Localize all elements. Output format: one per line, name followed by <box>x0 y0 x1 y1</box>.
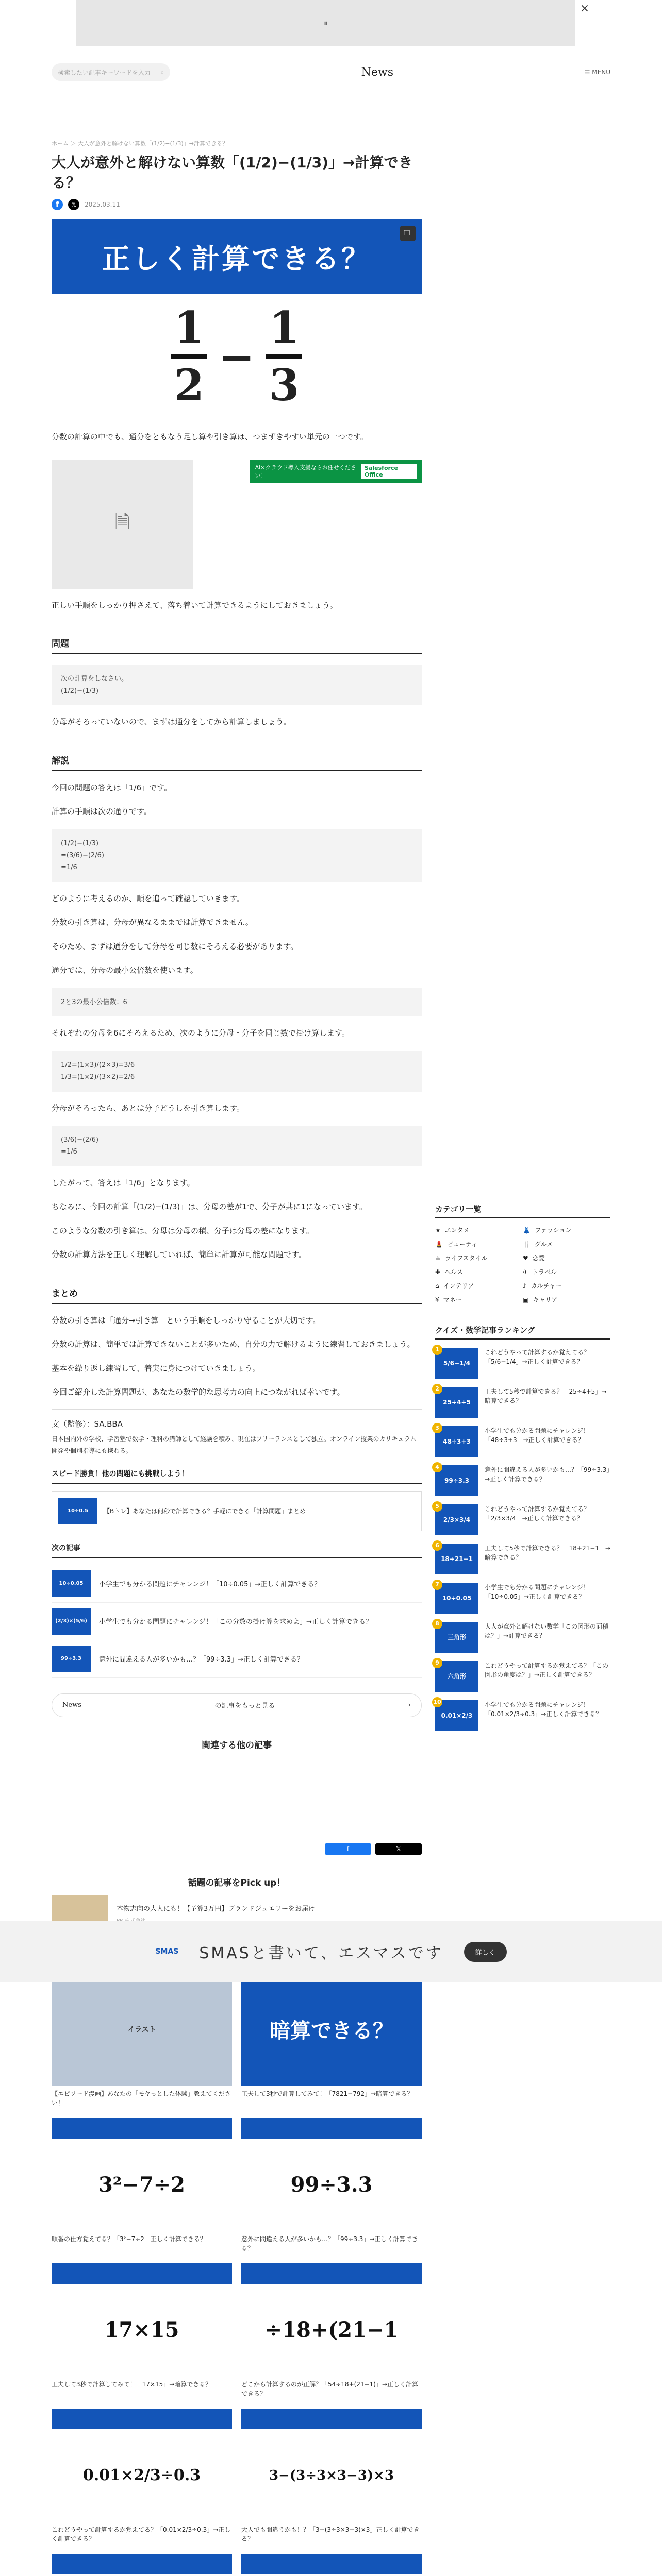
ranking-heading: クイズ・数学記事ランキング <box>435 1325 610 1340</box>
category-label: ライフスタイル <box>444 1255 488 1262</box>
rank-badge: 3 <box>432 1423 442 1433</box>
problem-note: 分母がそろっていないので、まずは通分をしてから計算しましょう。 <box>52 717 291 727</box>
more-label: の記事をもっと見る <box>214 1702 275 1710</box>
ranking-title: 工夫して5秒で計算できる？「18+21−1」→暗算できる？ <box>485 1545 610 1561</box>
next-title: 小学生でも分かる問題にチャレンジ！「10÷0.05」→正しく計算できる？ <box>99 1581 321 1589</box>
ranking-thumb <box>435 1387 478 1418</box>
convert-line: 1/3=(1×2)/(3×2)=2/6 <box>61 1073 135 1081</box>
ranking-title: これどうやって計算するか覚えてる？「この図形の角度は？」→正しく計算できる？ <box>485 1662 609 1679</box>
category-item[interactable] <box>523 1267 610 1276</box>
overlay-ad-logo: SMAS <box>155 1947 179 1956</box>
overlay-ad-text: SMASと書いて、エスマスです <box>199 1944 443 1962</box>
explain-text: 計算の手順は次の通りです。 <box>52 807 152 817</box>
explain-text: 分数の引き算は、分母が異なるままでは計算できません。 <box>52 918 253 927</box>
next-thumb: 99÷3.3 <box>52 1646 91 1672</box>
category-item[interactable] <box>435 1226 523 1234</box>
category-label: トラベル <box>532 1268 557 1276</box>
ranking-item[interactable] <box>435 1541 610 1574</box>
explain-text: 通分では、分母の最小公倍数を使います。 <box>52 965 198 975</box>
speed-link[interactable] <box>52 1491 422 1531</box>
summary-text: 今回ご紹介した計算問題が、あなたの数学的な思考力の向上につながれば幸いです。 <box>52 1387 345 1397</box>
pickup-heading: 話題の記事をPick up！ <box>188 1877 286 1888</box>
ranking-thumb-text: 5/6−1/4 <box>443 1360 471 1367</box>
ranking-item[interactable] <box>435 1622 610 1653</box>
category-icon: ★ <box>435 1226 441 1234</box>
promo-text: AI×クラウド導入支援ならお任せください！ <box>255 464 356 479</box>
hamburger-icon: ☰ <box>584 69 592 76</box>
explain-text: それぞれの分母を6にそろえるため、次のように分母・分子を同じ数で掛け算します。 <box>52 1028 350 1038</box>
lcm-line: 2と3の最小公倍数：6 <box>61 998 127 1006</box>
ranking-title: 意外に間違える人が多いかも…？「99÷3.3」→正しく計算できる？ <box>485 1466 610 1483</box>
category-item[interactable] <box>523 1226 610 1234</box>
list-item[interactable] <box>52 1603 422 1640</box>
publish-date: 2025.03.11 <box>85 201 120 209</box>
explain-text: 分数の計算方法を正しく理解していれば、簡単に計算が可能な問題です。 <box>52 1250 306 1260</box>
x-share-button[interactable]: 𝕏 <box>375 1843 422 1855</box>
category-item[interactable] <box>523 1240 610 1248</box>
pause-icon[interactable]: ⏸ <box>323 18 328 28</box>
card[interactable] <box>241 2409 422 2544</box>
fraction-2 <box>266 302 302 411</box>
minus-operator: − <box>218 331 255 382</box>
promo-banner[interactable] <box>250 460 422 483</box>
subtract-line: (3/6)−(2/6) <box>61 1136 99 1144</box>
explain-text: 今回の問題の答えは「1/6」です。 <box>52 783 172 792</box>
card-image: 3−(3÷3×3−3)×3 <box>241 2409 422 2522</box>
ranking-thumb <box>435 1661 478 1692</box>
category-label: エンタメ <box>444 1227 470 1234</box>
ranking-title: 大人が意外と解けない数学「この図形の面積は？」→計算できる？ <box>485 1623 609 1639</box>
explain-text: したがって、答えは「1/6」となります。 <box>52 1178 195 1188</box>
sidebar <box>435 1204 610 1731</box>
rank-badge: 1 <box>432 1345 442 1355</box>
ranking-thumb-text: 48÷3+3 <box>443 1438 471 1445</box>
category-item[interactable] <box>523 1281 610 1290</box>
share-row <box>52 1843 422 1855</box>
card-title: どこから計算するのが正解？「54÷18+(21−1)」→正しく計算できる？ <box>241 2380 419 2397</box>
list-item[interactable] <box>52 1640 422 1678</box>
close-icon[interactable]: × <box>580 2 590 15</box>
explain-line: (1/2)−(1/3) <box>61 839 99 848</box>
category-item[interactable] <box>523 1295 610 1304</box>
category-icon: ☕ <box>435 1254 441 1262</box>
card[interactable] <box>52 2554 232 2576</box>
card-title: 工夫して3秒で計算してみて！「17×15」→暗算できる？ <box>52 2380 212 2388</box>
category-icon: ▣ <box>523 1296 529 1303</box>
ranking-thumb <box>435 1541 478 1574</box>
subtract-line: =1/6 <box>61 1148 77 1156</box>
category-label: カルチャー <box>531 1282 562 1290</box>
problem-line: (1/2)−(1/3) <box>61 687 99 695</box>
rank-badge: 10 <box>432 1697 442 1707</box>
card-image: 0.01×2/3÷0.3 <box>52 2409 232 2522</box>
category-icon: 💄 <box>435 1240 443 1248</box>
search-input[interactable] <box>52 63 170 81</box>
fraction-bar <box>171 354 207 359</box>
explain-box <box>52 829 422 882</box>
subtract-box <box>52 1126 422 1166</box>
card[interactable] <box>241 1973 422 2108</box>
rank-badge: 6 <box>432 1540 442 1551</box>
search-icon[interactable]: ⌕ <box>160 68 164 76</box>
category-item[interactable] <box>435 1267 523 1276</box>
list-item[interactable] <box>52 1565 422 1603</box>
summary-heading: まとめ <box>52 1286 422 1304</box>
page-title: 大人が意外と解けない算数「(1/2)−(1/3)」→計算できる？ <box>52 154 413 192</box>
search-placeholder: 検索したい記事キーワードを入力 <box>58 69 151 76</box>
fraction-2-numerator: 1 <box>269 302 300 353</box>
intro-text: 分数の計算の中でも、通分をともなう足し算や引き算は、つまずきやすい単元の一つです。 <box>52 432 368 442</box>
problem-heading: 問題 <box>52 636 422 654</box>
next-title: 小学生でも分かる問題にチャレンジ！「この分数の掛け算を求めよ」→正しく計算できる？ <box>99 1618 372 1626</box>
convert-line: 1/2=(1×3)/(2×3)=3/6 <box>61 1061 135 1069</box>
card-title: 順番の仕方覚えてる？「3²−7÷2」正しく計算できる？ <box>52 2235 206 2243</box>
site-logo[interactable]: News <box>361 65 394 79</box>
card[interactable] <box>241 2263 422 2398</box>
card-grid <box>52 1973 422 2576</box>
inline-ad-row <box>52 460 422 589</box>
card-image: 99÷3.3 <box>241 2118 422 2231</box>
card-image: ÷18+(21−1 <box>241 2263 422 2377</box>
category-heading: カテゴリ一覧 <box>435 1204 610 1218</box>
category-label: グルメ <box>534 1241 553 1248</box>
article-main <box>52 88 422 2576</box>
image-placeholder-icon: 🗎 <box>114 512 130 533</box>
explain-text: そのため、まずは通分をして分母を同じ数にそろえる必要があります。 <box>52 941 299 951</box>
ranking-list <box>435 1348 610 1731</box>
fraction-1-numerator: 1 <box>174 302 205 353</box>
category-label: 恋愛 <box>532 1255 545 1262</box>
category-label: ヘルス <box>444 1268 463 1276</box>
category-item[interactable] <box>435 1295 523 1304</box>
menu-label: MENU <box>592 69 610 76</box>
menu-button[interactable] <box>585 69 610 76</box>
ranking-title: これどうやって計算するか覚えてる？「2/3×3/4」→正しく計算できる？ <box>485 1505 590 1522</box>
ranking-item[interactable] <box>435 1504 610 1535</box>
lcm-box <box>52 988 422 1016</box>
ranking-item[interactable] <box>435 1426 610 1457</box>
card-title: 意外に間違える人が多いかも…？「99÷3.3」→正しく計算できる？ <box>241 2235 418 2252</box>
card[interactable] <box>52 2409 232 2544</box>
author-bio: 日本国内外の学校、学習塾で数学・理科の講師として経験を積み、現在はフリーランスとして独立。オンライン授業のカリキュラム開発や個別指導にも携わる。 <box>52 1435 417 1455</box>
category-label: マネー <box>443 1296 462 1303</box>
more-articles-button[interactable] <box>52 1693 422 1717</box>
ranking-item[interactable] <box>435 1661 610 1692</box>
card-title: 工夫して3秒で計算してみて！「7821−792」→暗算できる？ <box>241 2090 413 2097</box>
rank-badge: 5 <box>432 1501 442 1512</box>
ranking-title: 小学生でも分かる問題にチャレンジ！「48÷3+3」→正しく計算できる？ <box>485 1427 590 1444</box>
card-image: イラスト <box>52 1973 232 2086</box>
fraction-bar <box>266 354 302 359</box>
summary-text: 基本を繰り返し練習して、着実に身につけていきましょう。 <box>52 1363 260 1373</box>
ranking-title: 工夫して5秒で計算できる？「25÷4+5」→暗算できる？ <box>485 1388 607 1404</box>
explain-heading: 解説 <box>52 753 422 771</box>
category-grid <box>435 1226 610 1304</box>
explain-text: 分母がそろったら、あとは分子どうしを引き算します。 <box>52 1103 244 1113</box>
card-image: 17×15 <box>52 2263 232 2377</box>
card-title: 大人でも間違うかも！？「3−(3÷3×3−3)×3」正しく計算できる？ <box>241 2526 420 2543</box>
top-ad-banner[interactable] <box>76 0 575 46</box>
ranking-thumb <box>435 1700 478 1731</box>
explain-text: このような分数の引き算は、分母は分母の積、分子は分母の差になります。 <box>52 1226 314 1235</box>
ranking-thumb-text: 2/3×3/4 <box>443 1516 471 1523</box>
next-thumb: (2/3)×(5/6) <box>52 1608 91 1635</box>
card-title: これどうやって計算するか覚えてる？「0.01×2/3÷0.3」→正しく計算できる？ <box>52 2526 231 2543</box>
card-image <box>241 2554 422 2576</box>
hero-heading-text: 正しく計算できる？ <box>102 242 371 275</box>
ranking-title: 小学生でも分かる問題にチャレンジ！「10÷0.05」→正しく計算できる？ <box>485 1584 590 1600</box>
explain-text: どのように考えるのか、順を追って確認していきます。 <box>52 893 244 903</box>
ranking-thumb-text: 10÷0.05 <box>442 1595 472 1602</box>
ranking-thumb <box>435 1583 478 1614</box>
explain-line: =1/6 <box>61 863 77 872</box>
category-icon: 🍴 <box>523 1240 531 1248</box>
next-list <box>52 1565 422 1678</box>
ranking-item[interactable] <box>435 1348 610 1379</box>
card-image: 暗算できる？ <box>241 1973 422 2086</box>
ranking-thumb-text: 0.01×2/3 <box>441 1712 473 1719</box>
overlay-space <box>52 1751 422 1812</box>
x-icon[interactable]: 𝕏 <box>68 199 79 210</box>
summary-text: 分数の計算は、簡単では計算できないことが多いため、自分の力で解けるように練習しておきましょう。 <box>52 1340 415 1349</box>
category-icon: ✚ <box>435 1268 441 1276</box>
ranking-item[interactable] <box>435 1465 610 1496</box>
hero-image[interactable] <box>52 219 422 420</box>
ranking-thumb <box>435 1622 478 1653</box>
rank-badge: 7 <box>432 1580 442 1590</box>
category-icon: ✈ <box>523 1268 528 1276</box>
rank-badge: 4 <box>432 1462 442 1472</box>
facebook-share-button[interactable]: f <box>325 1843 371 1855</box>
hero-heading <box>52 219 422 294</box>
category-icon: ⌂ <box>435 1282 439 1290</box>
category-item[interactable] <box>435 1281 523 1290</box>
ranking-thumb <box>435 1426 478 1457</box>
ranking-thumb-text: 99÷3.3 <box>444 1477 469 1484</box>
ranking-thumb-text: 三角形 <box>447 1634 466 1641</box>
card[interactable] <box>241 2554 422 2576</box>
breadcrumb[interactable]: ホーム ＞ 大人が意外と解けない算数「(1/2)−(1/3)」→計算できる？ <box>52 140 228 147</box>
ranking-thumb <box>435 1504 478 1535</box>
pickup-title: 本物志向の大人にも！【予算3万円】ブランドジュエリーをお届け <box>117 1905 316 1913</box>
ranking-title: これどうやって計算するか覚えてる？「5/6−1/4」→正しく計算できる？ <box>485 1349 590 1365</box>
category-icon: ♥ <box>523 1254 528 1262</box>
hero-equation <box>52 302 422 411</box>
fraction-1 <box>171 302 207 411</box>
ranking-thumb <box>435 1465 478 1496</box>
ranking-item[interactable] <box>435 1387 610 1418</box>
rank-badge: 2 <box>432 1384 442 1394</box>
card-title: 【エピソード漫画】あなたの「モヤっとした体験」教えてください！ <box>52 2090 231 2107</box>
category-label: ビューティ <box>446 1241 477 1248</box>
ranking-thumb-text: 25÷4+5 <box>443 1399 471 1406</box>
author-label: 文（監修）：SA.BBA <box>52 1409 422 1432</box>
next-heading: 次の記事 <box>52 1543 422 1558</box>
article-meta <box>52 199 422 210</box>
gallery-icon[interactable]: ❐ <box>400 226 416 241</box>
speed-link-title: 【Bトレ】あなたは何秒で計算できる？手軽にできる「計算問題」まとめ <box>104 1507 306 1515</box>
more-brand: News <box>62 1701 81 1709</box>
explain-text: ちなみに、今回の計算「(1/2)−(1/3)」は、分母の差が1で、分子が共に1になっています。 <box>52 1202 367 1212</box>
ranking-thumb-text: 六角形 <box>447 1673 466 1680</box>
ranking-thumb <box>435 1348 478 1379</box>
ranking-title: 小学生でも分かる問題にチャレンジ！「0.01×2/3÷0.3」→正しく計算できる？ <box>485 1701 602 1718</box>
card-image <box>52 2554 232 2576</box>
ranking-thumb-text: 18+21−1 <box>441 1555 473 1563</box>
category-label: インテリア <box>443 1282 474 1290</box>
rank-badge: 9 <box>432 1658 442 1668</box>
category-icon: 👗 <box>523 1226 531 1234</box>
card[interactable] <box>52 1973 232 2108</box>
after-ad-text: 正しい手順をしっかり押さえて、落ち着いて計算できるようにしておきましょう。 <box>52 600 338 610</box>
overlay-ad-button[interactable]: 詳しく <box>464 1942 507 1962</box>
related-heading: 関連する他の記事 <box>202 1740 272 1751</box>
category-label: ファッション <box>534 1227 572 1234</box>
fraction-1-denominator: 2 <box>174 360 205 411</box>
convert-box <box>52 1051 422 1092</box>
promo-brand: Salesforce Office <box>361 464 417 479</box>
ad-image-placeholder[interactable] <box>52 460 193 589</box>
site-header <box>52 61 610 83</box>
chevron-right-icon: › <box>408 1701 411 1709</box>
rank-badge: 8 <box>432 1619 442 1629</box>
category-item[interactable] <box>435 1253 523 1262</box>
next-title: 意外に間違える人が多いかも…？「99÷3.3」→正しく計算できる？ <box>99 1656 304 1664</box>
card[interactable] <box>52 2263 232 2398</box>
card[interactable] <box>52 2118 232 2253</box>
card[interactable] <box>241 2118 422 2253</box>
category-label: キャリア <box>533 1296 558 1303</box>
overlay-ad[interactable] <box>0 1921 662 1982</box>
facebook-icon[interactable]: f <box>52 199 63 210</box>
speed-link-thumb: 10÷0.5 <box>58 1498 97 1524</box>
category-icon: ¥ <box>435 1296 439 1303</box>
problem-box <box>52 665 422 705</box>
category-icon: ♪ <box>523 1282 527 1290</box>
fraction-2-denominator: 3 <box>269 360 300 411</box>
category-item[interactable] <box>435 1240 523 1248</box>
problem-line: 次の計算をしなさい。 <box>61 675 128 683</box>
ranking-item[interactable] <box>435 1583 610 1614</box>
explain-line: =(3/6)−(2/6) <box>61 852 104 860</box>
speed-heading: スピード勝負！他の問題にも挑戦しよう！ <box>52 1468 422 1484</box>
next-thumb: 10÷0.05 <box>52 1570 91 1597</box>
card-image: 3²−7÷2 <box>52 2118 232 2231</box>
summary-text: 分数の引き算は「通分→引き算」という手順をしっかり守ることが大切です。 <box>52 1315 321 1325</box>
ranking-item[interactable] <box>435 1700 610 1731</box>
category-item[interactable] <box>523 1253 610 1262</box>
